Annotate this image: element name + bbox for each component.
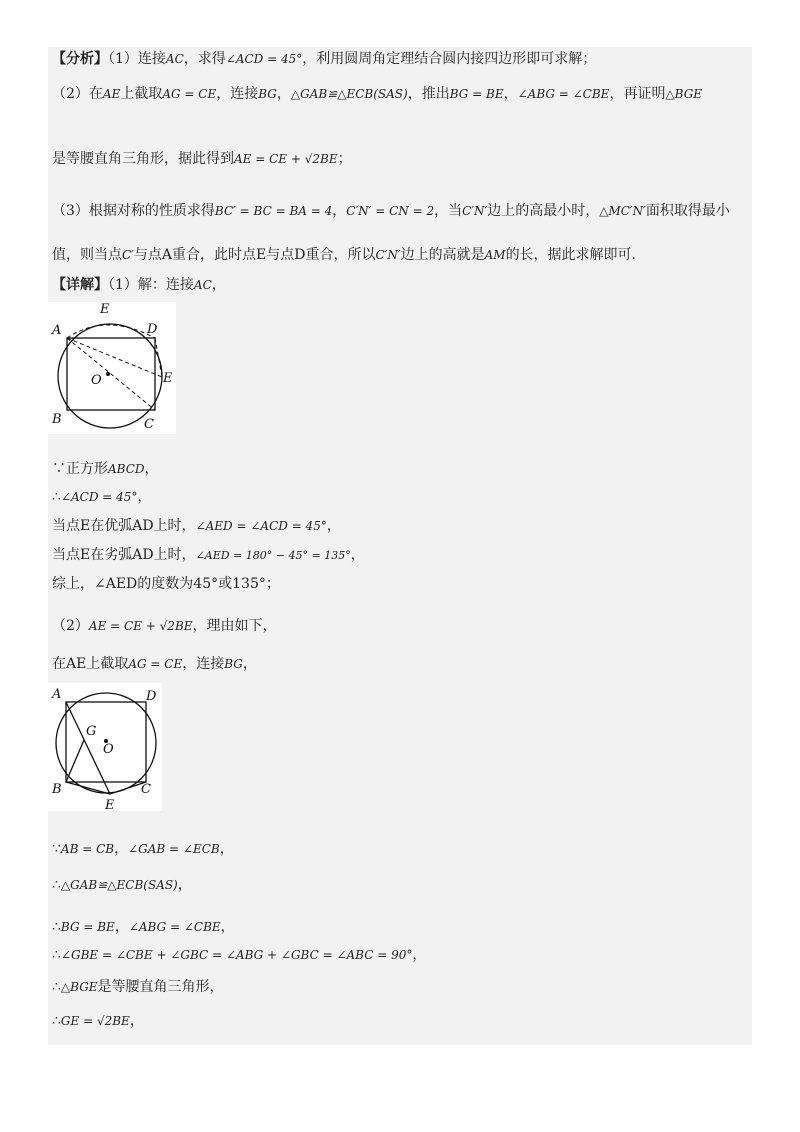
proof-1 (52, 840, 234, 858)
text: 或 (218, 576, 233, 592)
text: （2） (52, 618, 89, 634)
text: ，当 (434, 203, 463, 219)
text: 当点E在优弧AD上时， (52, 518, 196, 534)
text: 上截取 (120, 86, 163, 102)
math: ∠AED = 180° − 45° = 135° (195, 549, 351, 562)
text: （1）解：连接 (108, 277, 194, 293)
label-a: A (52, 323, 62, 338)
math: △BGE (60, 980, 98, 994)
text: ， (276, 86, 291, 102)
label-b: B (52, 412, 62, 427)
text: ，连接 (216, 86, 259, 102)
math: ∠ACD = 45° (60, 490, 138, 504)
arc-ae-d (67, 325, 155, 338)
math: ∠ABG = ∠CBE (128, 920, 221, 934)
analysis-line-5 (52, 246, 636, 264)
math: ∠GAB = ∠ECB (128, 842, 220, 856)
text: ∴ (52, 1013, 61, 1029)
segment-be (66, 782, 110, 794)
text: ∴ (52, 919, 61, 935)
math: ∠ABG = ∠CBE (517, 87, 610, 101)
math: AE = CE + √2BE (88, 619, 193, 633)
text: ， (129, 1013, 144, 1029)
text: ， (177, 877, 192, 893)
step-3 (52, 517, 341, 535)
text: 是等腰直角三角形， (97, 979, 224, 995)
label-e: E (105, 798, 115, 811)
math: 135° (232, 576, 266, 592)
math: BG = BE (449, 87, 504, 101)
text: ， (503, 86, 518, 102)
text: ∴ (52, 489, 61, 505)
label-d: D (147, 322, 158, 337)
text: ， (242, 656, 257, 672)
math: AM (484, 248, 506, 262)
circle-o (58, 324, 162, 428)
math: 45° (193, 576, 219, 592)
math: AB = CB (60, 842, 115, 856)
step-1 (52, 460, 159, 478)
proof-2 (52, 876, 192, 894)
text: ， (220, 919, 235, 935)
math: ∠ACD = 45° (225, 52, 303, 66)
text: ，推出 (407, 86, 450, 102)
analysis-line-4 (52, 202, 730, 220)
text: （2）在 (52, 86, 103, 102)
math: GE = √2BE (60, 1014, 130, 1028)
analysis-line-2 (52, 85, 702, 103)
analysis-line-1 (52, 50, 596, 68)
math: AE = CE + √2BE (234, 152, 338, 166)
math: AE (102, 87, 121, 101)
detail-line-1 (52, 276, 226, 294)
math: △GAB≌△ECB(SAS) (290, 87, 408, 101)
text: 综上，∠AED的度数为 (52, 576, 194, 592)
label-e-top: E (100, 302, 110, 317)
text: ，求得 (183, 51, 226, 67)
proof-4 (52, 946, 426, 964)
step-4 (52, 546, 365, 565)
text: ∴ (52, 877, 61, 893)
text: ，连接 (182, 656, 225, 672)
proof-3 (52, 918, 235, 936)
text: ， (114, 841, 129, 857)
text: ， (350, 547, 365, 563)
label-c: C (144, 417, 154, 432)
math: C′ (122, 248, 134, 262)
math: △BGE (665, 87, 703, 101)
text: ∴ (52, 947, 61, 963)
text: 面积取得最小 (645, 203, 730, 219)
proof-5 (52, 978, 224, 996)
math: △MC′N′ (599, 204, 646, 218)
label-b: B (52, 782, 62, 797)
math: BG = BE (60, 920, 115, 934)
text: 的长，据此求解即可. (505, 247, 637, 263)
segment-ae (67, 338, 162, 377)
part-2-claim (52, 617, 277, 635)
label-g: G (86, 724, 97, 739)
text: ，理由如下， (192, 618, 277, 634)
math: C′N′ = CN = 2 (346, 204, 435, 218)
text: 边上的高最小时， (487, 203, 600, 219)
label-o: O (103, 742, 114, 757)
text: ， (144, 461, 159, 477)
figure-2-svg (48, 683, 162, 811)
center-dot (106, 372, 110, 376)
text: 当点E在劣弧AD上时， (52, 547, 196, 563)
text: （1）连接 (108, 51, 166, 67)
figure-2 (48, 683, 162, 811)
analysis-label: 【分析】 (52, 51, 108, 67)
text: （3）根据对称的性质求得 (52, 203, 215, 219)
detail-label: 【详解】 (52, 277, 108, 293)
text: ， (219, 841, 234, 857)
text: ； (337, 151, 352, 167)
text: ∴ (52, 979, 61, 995)
segment-bg (66, 740, 84, 782)
math: ∠AED = ∠ACD = 45° (195, 519, 327, 533)
math: BG (258, 87, 277, 101)
text: 边上的高就是 (400, 247, 485, 263)
math: ∠GBE = ∠CBE + ∠GBC = ∠ABG + ∠GBC = ∠ABC = 90° (60, 948, 413, 962)
step-2 (52, 488, 151, 506)
label-c: C (141, 782, 151, 797)
math: AC (193, 278, 212, 292)
text: ，利用圆周角定理结合圆内接四边形即可求解； (302, 51, 597, 67)
figure-1 (48, 302, 176, 434)
label-a: A (52, 687, 62, 702)
math: AG = CE (128, 657, 183, 671)
text: ， (326, 518, 341, 534)
text: ∵正方形 (52, 461, 108, 477)
text: ∵ (52, 841, 61, 857)
label-e-right: E (163, 371, 173, 386)
text: ， (137, 489, 152, 505)
text: ， (211, 277, 226, 293)
part-2-construct (52, 655, 257, 673)
math: BC′ = BC = BA = 4 (214, 204, 333, 218)
text: 与点A重合，此时点E与点D重合，所以 (133, 247, 376, 263)
text: ； (265, 576, 280, 592)
text: ，再证明 (609, 86, 666, 102)
step-5 (52, 575, 280, 593)
math: C′N′ (375, 248, 401, 262)
text: ， (412, 947, 427, 963)
text: 是等腰直角三角形，据此得到 (52, 151, 234, 167)
math: C′N′ (462, 204, 488, 218)
text: 在AE上截取 (52, 656, 129, 672)
math: △GAB≌△ECB(SAS) (60, 878, 178, 892)
text: 值，则当点 (52, 247, 122, 263)
math: BG (224, 657, 243, 671)
text: ， (114, 919, 129, 935)
label-d: D (146, 689, 157, 704)
math: AC (165, 52, 184, 66)
math: AG = CE (162, 87, 217, 101)
figure-1-svg (48, 302, 176, 434)
segment-ac (67, 338, 155, 410)
text: ， (332, 203, 347, 219)
math: ABCD (108, 462, 145, 476)
analysis-line-3 (52, 150, 352, 168)
proof-6 (52, 1012, 144, 1030)
label-o: O (91, 373, 102, 388)
